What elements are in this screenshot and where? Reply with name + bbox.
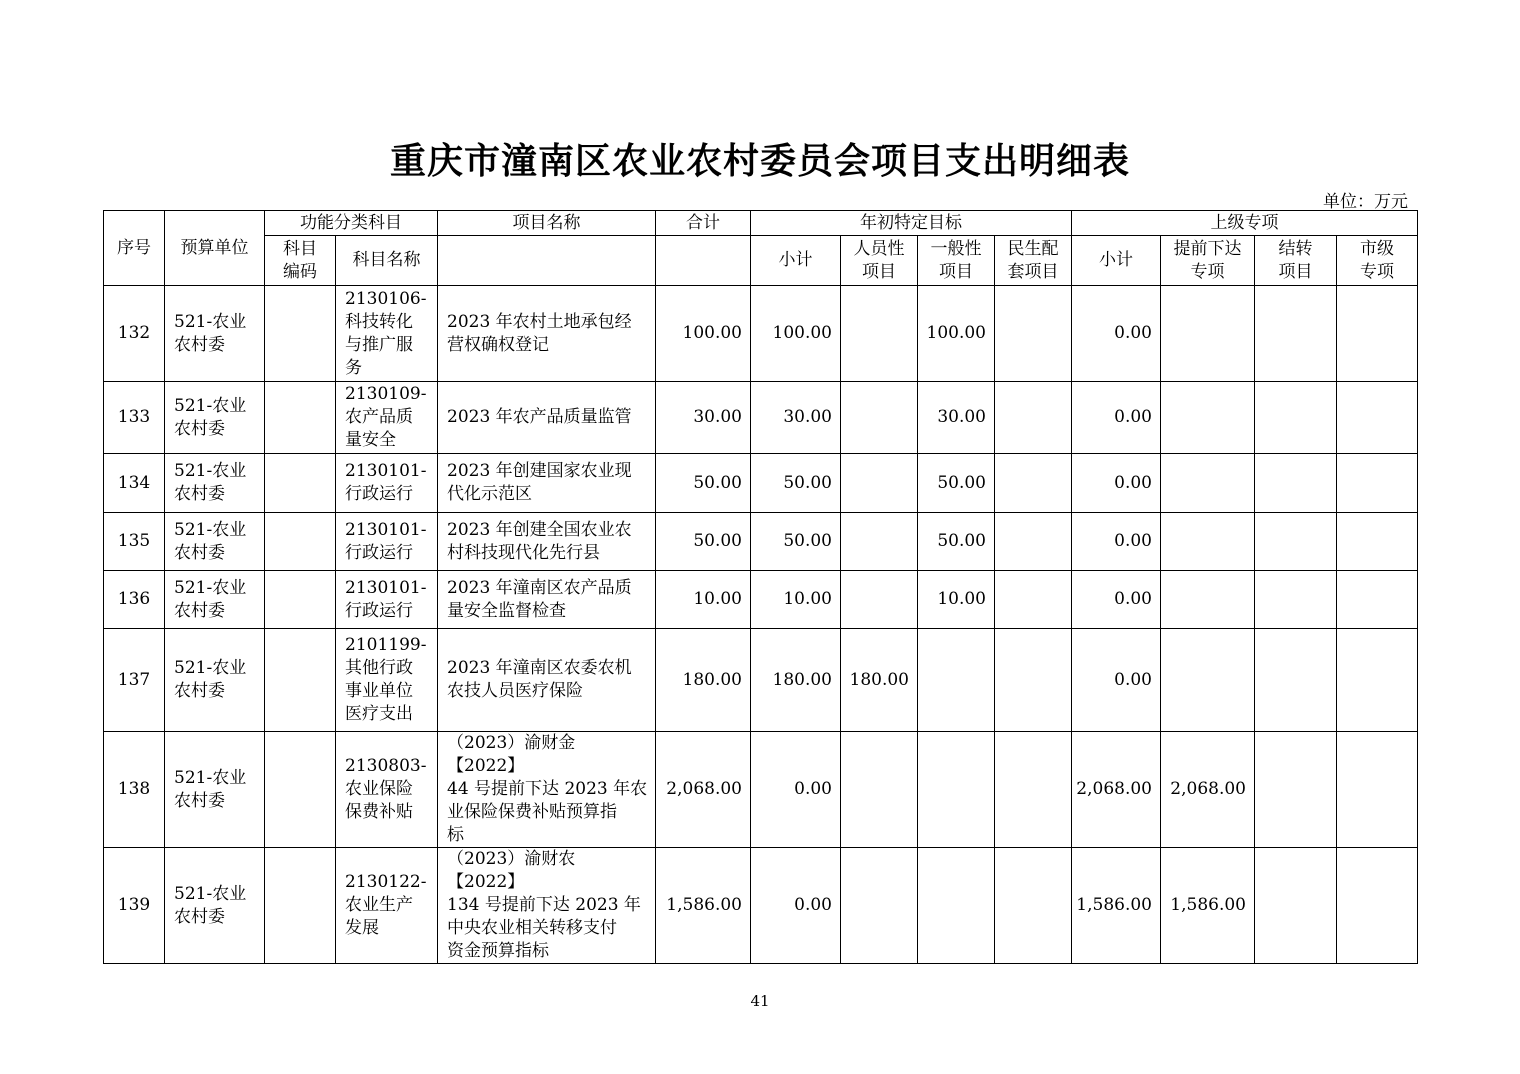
row-seq: 132 xyxy=(104,286,165,382)
row-project-name: 2023 年潼南区农委农机 农技人员医疗保险 xyxy=(438,629,656,732)
header-advance: 提前下达 专项 xyxy=(1161,236,1255,286)
row-livelihood xyxy=(995,629,1072,732)
row-city xyxy=(1337,571,1418,629)
row-seq: 134 xyxy=(104,454,165,513)
row-subtotal: 0.00 xyxy=(751,732,841,848)
row-subject-code xyxy=(265,571,336,629)
row-seq: 137 xyxy=(104,629,165,732)
row-advance xyxy=(1161,382,1255,454)
row-personnel xyxy=(841,286,918,382)
table-row xyxy=(104,629,1418,732)
row-general xyxy=(918,848,995,964)
row-personnel xyxy=(841,571,918,629)
row-advance xyxy=(1161,513,1255,571)
row-subject-code xyxy=(265,732,336,848)
row-subject-code xyxy=(265,629,336,732)
row-general: 50.00 xyxy=(918,513,995,571)
row-subtotal: 50.00 xyxy=(751,513,841,571)
header-superior: 上级专项 xyxy=(1072,211,1418,236)
row-carryover xyxy=(1255,454,1337,513)
row-subject-name: 2130122- 农业生产 发展 xyxy=(336,848,438,964)
row-budget-unit: 521-农业 农村委 xyxy=(165,629,265,732)
row-carryover xyxy=(1255,513,1337,571)
table-row xyxy=(104,513,1418,571)
page-number: 41 xyxy=(750,992,770,1010)
row-city xyxy=(1337,629,1418,732)
row-seq: 136 xyxy=(104,571,165,629)
row-advance xyxy=(1161,454,1255,513)
row-subtotal: 180.00 xyxy=(751,629,841,732)
header-subtotal: 小计 xyxy=(751,236,841,286)
row-project-name: 2023 年农产品质量监管 xyxy=(438,382,656,454)
row-personnel xyxy=(841,848,918,964)
row-subject-code xyxy=(265,286,336,382)
table-row xyxy=(104,382,1418,454)
row-subject-name: 2130101- 行政运行 xyxy=(336,571,438,629)
header-blank-project xyxy=(438,236,656,286)
table-row xyxy=(104,848,1418,964)
row-budget-unit: 521-农业 农村委 xyxy=(165,848,265,964)
row-advance xyxy=(1161,629,1255,732)
row-city xyxy=(1337,382,1418,454)
header-budget-unit: 预算单位 xyxy=(165,211,265,286)
row-personnel xyxy=(841,513,918,571)
row-project-name: （2023）渝财金【2022】 44 号提前下达 2023 年农 业保险保费补贴预算指 标 xyxy=(438,732,656,848)
row-seq: 138 xyxy=(104,732,165,848)
table-row xyxy=(104,571,1418,629)
row-livelihood xyxy=(995,732,1072,848)
row-sup-subtotal: 1,586.00 xyxy=(1072,848,1161,964)
row-livelihood xyxy=(995,513,1072,571)
header-general: 一般性 项目 xyxy=(918,236,995,286)
row-general xyxy=(918,629,995,732)
row-general xyxy=(918,732,995,848)
row-subject-code xyxy=(265,848,336,964)
header-project-name: 项目名称 xyxy=(438,211,656,236)
row-advance: 1,586.00 xyxy=(1161,848,1255,964)
row-project-name: 2023 年潼南区农产品质 量安全监督检查 xyxy=(438,571,656,629)
row-carryover xyxy=(1255,629,1337,732)
row-city xyxy=(1337,454,1418,513)
row-general: 30.00 xyxy=(918,382,995,454)
row-subtotal: 30.00 xyxy=(751,382,841,454)
row-subject-name: 2130101- 行政运行 xyxy=(336,513,438,571)
row-subject-code xyxy=(265,382,336,454)
row-livelihood xyxy=(995,286,1072,382)
row-livelihood xyxy=(995,454,1072,513)
row-subject-code xyxy=(265,513,336,571)
row-total: 2,068.00 xyxy=(656,732,751,848)
row-advance xyxy=(1161,286,1255,382)
row-personnel xyxy=(841,454,918,513)
row-sup-subtotal: 0.00 xyxy=(1072,382,1161,454)
row-project-name: （2023）渝财农【2022】 134 号提前下达 2023 年 中央农业相关转移支付 资金预算指标 xyxy=(438,848,656,964)
row-sup-subtotal: 0.00 xyxy=(1072,571,1161,629)
header-subject-code: 科目 编码 xyxy=(265,236,336,286)
row-sup-subtotal: 0.00 xyxy=(1072,629,1161,732)
row-livelihood xyxy=(995,382,1072,454)
row-general: 100.00 xyxy=(918,286,995,382)
row-seq: 133 xyxy=(104,382,165,454)
row-total: 50.00 xyxy=(656,454,751,513)
header-personnel: 人员性 项目 xyxy=(841,236,918,286)
row-general: 10.00 xyxy=(918,571,995,629)
row-city xyxy=(1337,513,1418,571)
row-city xyxy=(1337,848,1418,964)
row-subtotal: 50.00 xyxy=(751,454,841,513)
row-seq: 139 xyxy=(104,848,165,964)
row-livelihood xyxy=(995,848,1072,964)
row-personnel xyxy=(841,382,918,454)
header-city: 市级 专项 xyxy=(1337,236,1418,286)
header-carryover: 结转 项目 xyxy=(1255,236,1337,286)
table-row xyxy=(104,732,1418,848)
row-general: 50.00 xyxy=(918,454,995,513)
row-subject-name: 2101199- 其他行政 事业单位 医疗支出 xyxy=(336,629,438,732)
row-total: 30.00 xyxy=(656,382,751,454)
row-total: 50.00 xyxy=(656,513,751,571)
row-subtotal: 100.00 xyxy=(751,286,841,382)
page-title: 重庆市潼南区农业农村委员会项目支出明细表 xyxy=(389,140,1130,182)
table-row xyxy=(104,286,1418,382)
row-budget-unit: 521-农业 农村委 xyxy=(165,571,265,629)
row-city xyxy=(1337,732,1418,848)
row-personnel: 180.00 xyxy=(841,629,918,732)
row-budget-unit: 521-农业 农村委 xyxy=(165,732,265,848)
row-sup-subtotal: 2,068.00 xyxy=(1072,732,1161,848)
header-subject-name: 科目名称 xyxy=(336,236,438,286)
expenditure-table xyxy=(103,210,1418,964)
row-personnel xyxy=(841,732,918,848)
row-livelihood xyxy=(995,571,1072,629)
row-total: 180.00 xyxy=(656,629,751,732)
row-total: 100.00 xyxy=(656,286,751,382)
row-carryover xyxy=(1255,571,1337,629)
row-carryover xyxy=(1255,848,1337,964)
row-project-name: 2023 年创建国家农业现 代化示范区 xyxy=(438,454,656,513)
header-sup-subtotal: 小计 xyxy=(1072,236,1161,286)
row-budget-unit: 521-农业 农村委 xyxy=(165,513,265,571)
row-subtotal: 10.00 xyxy=(751,571,841,629)
row-sup-subtotal: 0.00 xyxy=(1072,286,1161,382)
row-sup-subtotal: 0.00 xyxy=(1072,513,1161,571)
row-sup-subtotal: 0.00 xyxy=(1072,454,1161,513)
row-total: 1,586.00 xyxy=(656,848,751,964)
unit-label: 单位：万元 xyxy=(1323,192,1408,212)
header-func-class: 功能分类科目 xyxy=(265,211,438,236)
row-project-name: 2023 年创建全国农业农 村科技现代化先行县 xyxy=(438,513,656,571)
row-carryover xyxy=(1255,286,1337,382)
header-blank-total xyxy=(656,236,751,286)
row-carryover xyxy=(1255,732,1337,848)
row-subject-name: 2130101- 行政运行 xyxy=(336,454,438,513)
row-subject-code xyxy=(265,454,336,513)
row-subject-name: 2130106- 科技转化 与推广服 务 xyxy=(336,286,438,382)
row-carryover xyxy=(1255,382,1337,454)
row-subtotal: 0.00 xyxy=(751,848,841,964)
row-total: 10.00 xyxy=(656,571,751,629)
row-seq: 135 xyxy=(104,513,165,571)
header-seq: 序号 xyxy=(104,211,165,286)
row-budget-unit: 521-农业 农村委 xyxy=(165,454,265,513)
table-row xyxy=(104,454,1418,513)
row-project-name: 2023 年农村土地承包经 营权确权登记 xyxy=(438,286,656,382)
row-advance: 2,068.00 xyxy=(1161,732,1255,848)
row-subject-name: 2130803- 农业保险 保费补贴 xyxy=(336,732,438,848)
row-subject-name: 2130109- 农产品质 量安全 xyxy=(336,382,438,454)
header-initial-target: 年初特定目标 xyxy=(751,211,1072,236)
row-budget-unit: 521-农业 农村委 xyxy=(165,382,265,454)
row-advance xyxy=(1161,571,1255,629)
row-budget-unit: 521-农业 农村委 xyxy=(165,286,265,382)
header-total: 合计 xyxy=(656,211,751,236)
header-livelihood: 民生配 套项目 xyxy=(995,236,1072,286)
row-city xyxy=(1337,286,1418,382)
